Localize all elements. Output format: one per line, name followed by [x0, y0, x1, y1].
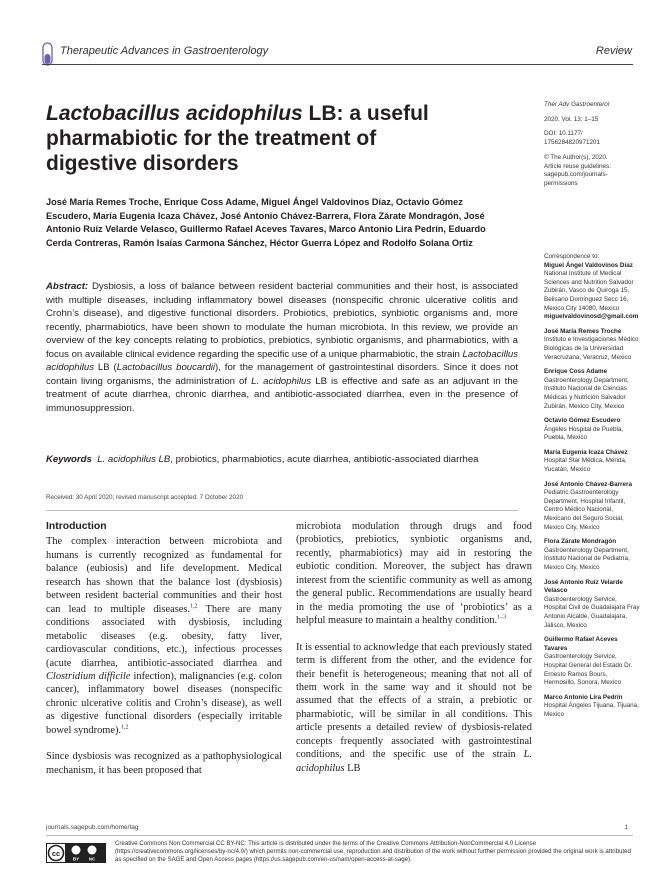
- affiliation-item: [544, 449, 640, 475]
- journal-name: Therapeutic Advances in Gastroenterology: [60, 45, 269, 57]
- affiliation-name: Marco Antonio Lira Pedrín: [544, 693, 623, 701]
- affiliation-address: Instituto e Investigaciones Médico Biológicas de la Universidad Veracruzana, Veracruz, Mexico: [544, 336, 639, 361]
- license-text: Creative Commons Non Commercial CC BY-NC: This article is distributed under the terms of the Creative Commons Attribution-NonCommercial 4.0 License (https://creativecommons.org/licenses/by-nc/4.0/) which permits non-commercial use, reproduction and distribution of the work without further permission provided the original work is attributed as specified on the SAGE and Open Access pages (https://us.sagepub.com/en-us/nam/open-access-at-sage).: [115, 840, 631, 864]
- affiliation-item: [544, 636, 640, 688]
- correspondence-sidebar: [544, 253, 640, 726]
- affiliation-name: José Antonio Ruíz Velarde Velasco: [544, 578, 623, 595]
- affiliation-address: Gastroenterology Service, Hospital General del Estado Dr. Ernesto Ramos Bours, Hermosillo, Sonora, Mexico: [544, 653, 633, 687]
- volume-info: 2020, Vol. 13: 1–15: [544, 115, 599, 123]
- section-heading: Introduction: [46, 521, 107, 532]
- affiliation-name: Enrique Coss Adame: [544, 368, 608, 376]
- paragraph: It is essential to acknowledge that each previously stated term is different from the other, and the evidence for their benefit is heterogeneous; meaning that not all of them work in the same way and it should not be assumed that the effects of a strain, a prebiotic or pharmabiotic, will be similar in all conditions. This article presents a detailed review of dysbiosis-related concepts frequently associated with gastrointestinal conditions, and the specific use of the strain L. acidophilus LB: [296, 641, 532, 774]
- paragraph: The complex interaction between microbiota and humans is currently recognized as fundamental for balance (eubiosis) and life development. Medical research has shown that the balance lost (dysbiosis) between resident bacterial communities and their host can lead to multiple diseases.$^{1,2}$ There are many conditions associated with dysbiosis, including metabolic diseases (e.g. obesity, fatty liver, cardiovascular conditions, etc.), infectious processes (acute diarrhea, antibiotic-associated diarrhea and Clostridium difficile infection), malignancies (e.g. colon cancer), inflammatory bowel diseases (nonspecific chronic ulcerative colitis and Crohn’s disease), as well as digestive functional disorders (especially irritable bowel syndrome).$^{1,2}$: [46, 536, 282, 736]
- affiliation-name: Guillermo Rafael Aceves Tavares: [544, 636, 618, 652]
- body-column-right: [296, 520, 532, 788]
- abstract: Abstract: Dysbiosis, a loss of balance between resident bacterial communities and their host, is associated with multiple diseases, including inflammatory bowel diseases (nonspecific chronic ulcerative colitis and Crohn’s disease), and digestive functional disorders. Probiotics, prebiotics, synbiotic organisms and, more recently, pharmabiotics, have been shown to modulate the human microbiota. In this review, we provide an overview of the key concepts relating to probiotics, prebiotics, synbiotic organisms, and pharmabiotics, with a focus on available clinical evidence regarding the specific use of a unique pharmabiotic, the strain Lactobacillus acidophilus LB (Lactobacillus boucardii), for the management of gastrointestinal disorders. Since it does not contain living organisms, the administration of L. acidophilus LB is effective and safe as an adjuvant in the treatment of acute diarrhea, chronic diarrhea, and antibiotic-associated diarrhea, even in the presence of immunosuppression.: [46, 281, 518, 414]
- correspondence-label: Correspondence to:: [544, 253, 600, 260]
- affiliation-address: Hospital Ángeles Tijuana, Tijuana, Mexico: [544, 702, 639, 718]
- paragraph: microbiota modulation through drugs and food (probiotics, prebiotics, synbiotic organisms and, recently, pharmabiotics) may aid in restoring the eubiotic condition. Moreover, the subject has drawn interest from the scientific community as well as among the general public. Recommendations are usually heard in the media promoting the use of ‘probiotics’ as a helpful measure to maintain a healthy condition.$^{1-3}$: [296, 521, 532, 627]
- received-date: Received: 30 April 2020; revised manuscript accepted: 7 October 2020: [46, 494, 244, 501]
- page-number: 1: [624, 824, 628, 831]
- affiliation-item: [544, 328, 640, 362]
- affiliation-address: Gastroenterology Department, Instituto Nacional de Ciencias Médicas y Nutrición Salvador Zubirán, Mexico City, Mexico: [544, 376, 629, 410]
- copyright: © The Author(s), 2020.: [544, 153, 608, 161]
- journal-logo-icon: [42, 42, 53, 66]
- affiliation-item: [544, 579, 640, 631]
- affiliation-item: [544, 538, 640, 572]
- article-type: Review: [595, 45, 632, 57]
- author-list: José María Remes Troche, Enrique Coss Adame, Miguel Ángel Valdovinos Díaz, Octavio Gómez Escudero, María Eugenia Icaza Chávez, José Antonio Chávez-Barrera, Flora Zárate Mondragón, José Antonio Ruíz Velarde Velasco, Guillermo Rafael Aceves Tavares, Marco Antonio Lira Pedrín, Eduardo Cerda Contreras, Ramón Isaías Carmona Sánchez, Héctor Guerra López and Rodolfo Solana Ortiz: [46, 197, 486, 248]
- correspondence-name: Miguel Ángel Valdovinos Díaz: [544, 261, 633, 269]
- paragraph: Since dysbiosis was recognized as a pathophysiological mechanism, it has been proposed that: [46, 751, 282, 776]
- affiliation-name: Octavio Gómez Escudero: [544, 417, 621, 425]
- doi-label: DOI: 10.1177/: [544, 130, 583, 138]
- cc-nc-label: NC: [88, 856, 96, 862]
- affiliation-item: [544, 694, 640, 720]
- body-column-left: [46, 520, 282, 790]
- reuse-label: Article reuse guidelines:: [544, 162, 611, 170]
- header-divider: [42, 64, 633, 65]
- correspondence-block: [544, 253, 640, 322]
- affiliation-item: [544, 368, 640, 411]
- abstract-divider: [46, 510, 518, 511]
- affiliations: [544, 328, 640, 720]
- affiliation-address: Pediatric Gastroenterology Department, Hospital Infantil, Centro Médico Nacional, Mexicano del Seguro Social, Mexico City, Mexico: [544, 489, 626, 531]
- affiliation-item: [544, 417, 640, 443]
- cc-license-icon: [46, 843, 106, 863]
- affiliation-address: Ángeles Hospital de Puebla, Puebla, Mexico: [544, 425, 624, 442]
- keywords: Keywords L. acidophilus LB, probiotics, pharmabiotics, acute diarrhea, antibiotic-associated diarrhea: [46, 454, 479, 465]
- reuse-link[interactable]: sagepub.com/journals-: [544, 171, 608, 179]
- cc-label: cc: [51, 848, 61, 858]
- affiliation-address: Hospital Star Médica, Mérida, Yucatán, Mexico: [544, 457, 627, 474]
- correspondence-address: National Institute of Medical Sciences and Nutrition Salvador Zubirán, Vasco de Quiroga 15, Belisario Domínguez Secc 16, Mexico City 14080, Mexico: [544, 270, 634, 312]
- journal-abbrev: Ther Adv Gastroenterol: [544, 101, 610, 108]
- affiliation-name: José Antonio Chávez-Barrera: [544, 480, 632, 488]
- correspondence-email[interactable]: miguelvaldovinosd@gmail.com: [544, 313, 639, 321]
- affiliation-name: Flora Zárate Mondragón: [544, 538, 617, 546]
- article-title: Lactobacillus acidophilus LB: a useful pharmabiotic for the treatment of digestive disorders: [46, 102, 429, 175]
- affiliation-address: Gastroenterology Department, Instituto Nacional de Pediatría, Mexico City, Mexico: [544, 546, 630, 571]
- journal-url[interactable]: journals.sagepub.com/home/tag: [46, 824, 139, 831]
- affiliation-name: José María Remes Troche: [544, 327, 622, 335]
- article-meta: [544, 101, 636, 189]
- footer-divider: [46, 835, 633, 836]
- affiliation-name: María Eugenia Icaza Chávez: [544, 448, 628, 456]
- doi-value: 1756284820971201: [544, 139, 601, 147]
- affiliation-address: Gastroenterology Service, Hospital Civil de Guadalajara Fray Antonio Alcalde, Guadalajara, Jalisco, Mexico: [544, 595, 640, 629]
- reuse-link-cont[interactable]: permissions: [544, 179, 578, 187]
- cc-by-label: BY: [72, 856, 80, 862]
- affiliation-item: [544, 481, 640, 533]
